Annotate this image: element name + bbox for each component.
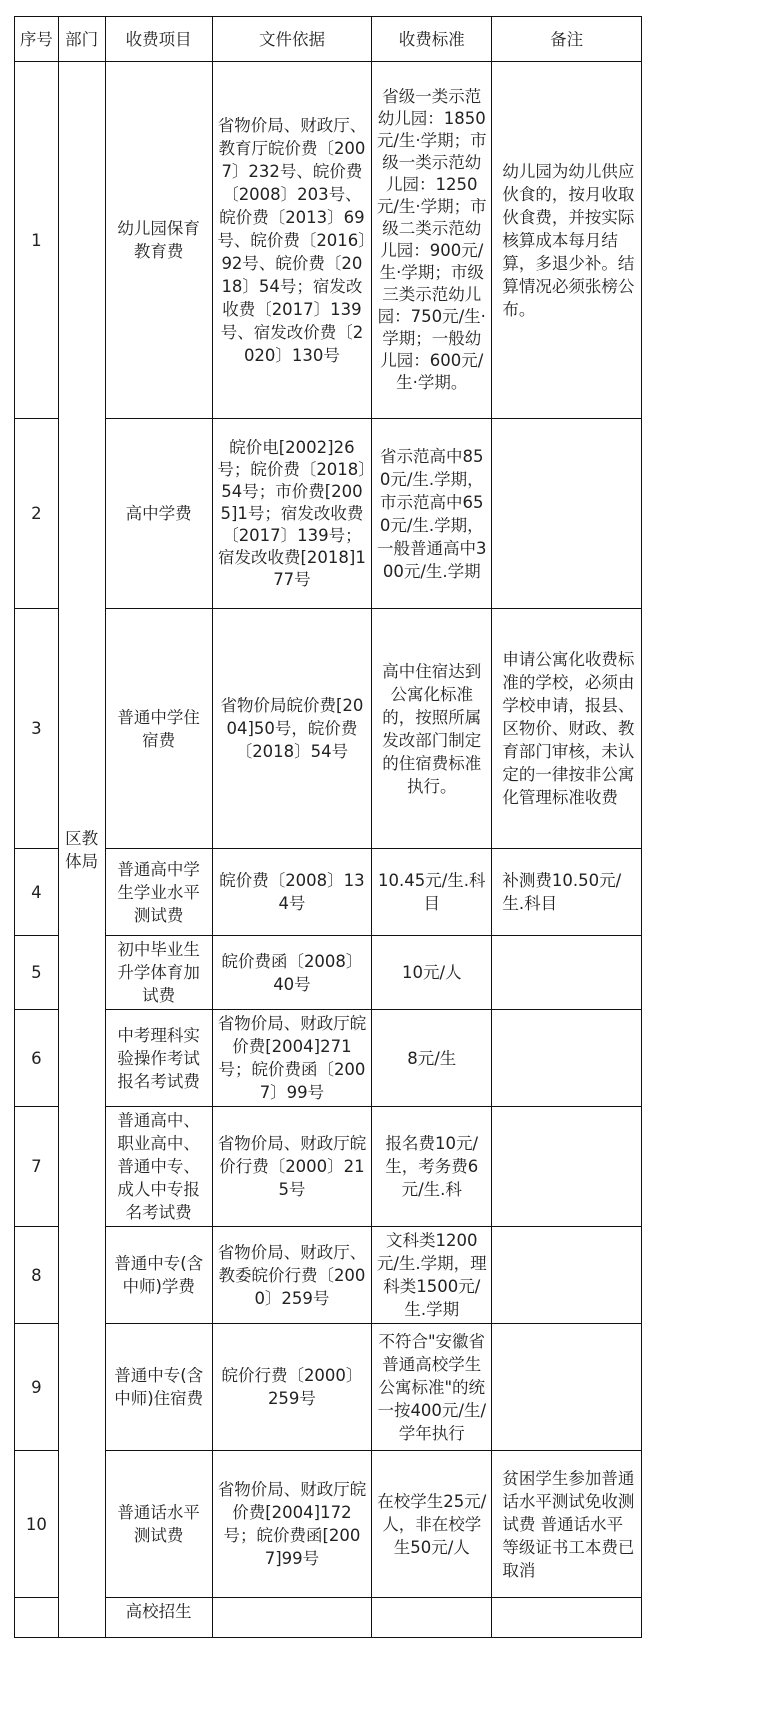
- row-item: 普通中学住宿费: [105, 609, 212, 849]
- row-basis: 省物价局皖价费[2004]50号，皖价费〔2018〕54号: [212, 609, 371, 849]
- table-row: [15, 849, 642, 936]
- fee-table: [14, 16, 642, 1638]
- header-note: 备注: [492, 17, 642, 62]
- row-item: 初中毕业生升学体育加试费: [105, 936, 212, 1010]
- header-standard: 收费标准: [372, 17, 492, 62]
- table-row: [15, 609, 642, 849]
- row-item: 高校招生: [105, 1598, 212, 1638]
- row-note: [492, 1598, 642, 1638]
- row-no: 3: [15, 609, 59, 849]
- row-note: [492, 1324, 642, 1451]
- row-standard: 高中住宿达到公寓化标准的，按照所属发改部门制定的住宿费标准执行。: [372, 609, 492, 849]
- row-no: 9: [15, 1324, 59, 1451]
- row-basis: [212, 1598, 371, 1638]
- row-item: 普通中专(含中师)学费: [105, 1227, 212, 1324]
- row-note: [492, 419, 642, 609]
- row-standard: 省级一类示范幼儿园：1850元/生·学期；市级一类示范幼儿园：1250元/生·学期；市级二类示范幼儿园：900元/生·学期；市级三类示范幼儿园：750元/生·学期；一般幼儿园：600元/生·学期。: [372, 62, 492, 419]
- row-no: 1: [15, 62, 59, 419]
- row-no: 4: [15, 849, 59, 936]
- row-no: 7: [15, 1107, 59, 1227]
- row-no: 6: [15, 1010, 59, 1107]
- row-item: 普通高中学生学业水平测试费: [105, 849, 212, 936]
- row-basis: 皖价电[2002]26号；皖价费〔2018〕54号；市价费[2005]1号；宿发改收费〔2017〕139号；宿发改收费[2018]177号: [212, 419, 371, 609]
- row-item: 普通话水平测试费: [105, 1451, 212, 1598]
- row-note: [492, 1107, 642, 1227]
- row-standard: 10元/人: [372, 936, 492, 1010]
- header-row: [15, 17, 642, 62]
- row-no: [15, 1598, 59, 1638]
- row-basis: 省物价局、财政厅皖价行费〔2000〕215号: [212, 1107, 371, 1227]
- department-cell: 区教体局: [58, 62, 105, 1638]
- row-note: 补测费10.50元/生.科目: [492, 849, 642, 936]
- row-note: 贫困学生参加普通话水平测试免收测试费 普通话水平等级证书工本费已取消: [492, 1451, 642, 1598]
- row-item: 普通高中、职业高中、普通中专、成人中专报名考试费: [105, 1107, 212, 1227]
- header-item: 收费项目: [105, 17, 212, 62]
- table-row: [15, 1010, 642, 1107]
- row-no: 2: [15, 419, 59, 609]
- row-item: 中考理科实验操作考试报名考试费: [105, 1010, 212, 1107]
- row-item: 幼儿园保育教育费: [105, 62, 212, 419]
- row-standard: 报名费10元/生，考务费6元/生.科: [372, 1107, 492, 1227]
- row-basis: 皖价费〔2008〕134号: [212, 849, 371, 936]
- row-basis: 省物价局、财政厅皖价费[2004]271号；皖价费函〔2007〕99号: [212, 1010, 371, 1107]
- table-row: [15, 419, 642, 609]
- row-no: 8: [15, 1227, 59, 1324]
- row-note: [492, 936, 642, 1010]
- header-basis: 文件依据: [212, 17, 371, 62]
- row-note: [492, 1227, 642, 1324]
- row-basis: 省物价局、财政厅皖价费[2004]172号；皖价费函[2007]99号: [212, 1451, 371, 1598]
- header-no: 序号: [15, 17, 59, 62]
- table-row: [15, 1107, 642, 1227]
- row-standard: 省示范高中850元/生.学期，市示范高中650元/生.学期，一般普通高中300元/生.学期: [372, 419, 492, 609]
- table-row: [15, 1598, 642, 1638]
- row-standard: 在校学生25元/人，非在校学生50元/人: [372, 1451, 492, 1598]
- table-row: [15, 62, 642, 419]
- table-row: [15, 936, 642, 1010]
- row-note: [492, 1010, 642, 1107]
- row-standard: 10.45元/生.科目: [372, 849, 492, 936]
- row-note: 申请公寓化收费标准的学校，必须由学校申请，报县、区物价、财政、教育部门审核，未认定的一律按非公寓化管理标准收费: [492, 609, 642, 849]
- row-item: 普通中专(含中师)住宿费: [105, 1324, 212, 1451]
- row-no: 10: [15, 1451, 59, 1598]
- row-standard: [372, 1598, 492, 1638]
- table-row: [15, 1227, 642, 1324]
- row-basis: 省物价局、财政厅、教委皖价行费〔2000〕259号: [212, 1227, 371, 1324]
- row-standard: 8元/生: [372, 1010, 492, 1107]
- row-standard: 不符合"安徽省普通高校学生公寓标准"的统一按400元/生/学年执行: [372, 1324, 492, 1451]
- row-basis: 皖价行费〔2000〕259号: [212, 1324, 371, 1451]
- row-standard: 文科类1200元/生.学期，理科类1500元/生.学期: [372, 1227, 492, 1324]
- row-note: 幼儿园为幼儿供应伙食的，按月收取伙食费，并按实际核算成本每月结算，多退少补。结算情况必须张榜公布。: [492, 62, 642, 419]
- row-basis: 皖价费函〔2008〕40号: [212, 936, 371, 1010]
- row-no: 5: [15, 936, 59, 1010]
- row-item: 高中学费: [105, 419, 212, 609]
- table-row: [15, 1451, 642, 1598]
- row-basis: 省物价局、财政厅、教育厅皖价费〔2007〕232号、皖价费〔2008〕203号、皖价费〔2013〕69号、皖价费〔2016〕92号、皖价费〔2018〕54号；宿发改收费〔2017〕139号、宿发改价费〔2020〕130号: [212, 62, 371, 419]
- table-row: [15, 1324, 642, 1451]
- header-dept: 部门: [58, 17, 105, 62]
